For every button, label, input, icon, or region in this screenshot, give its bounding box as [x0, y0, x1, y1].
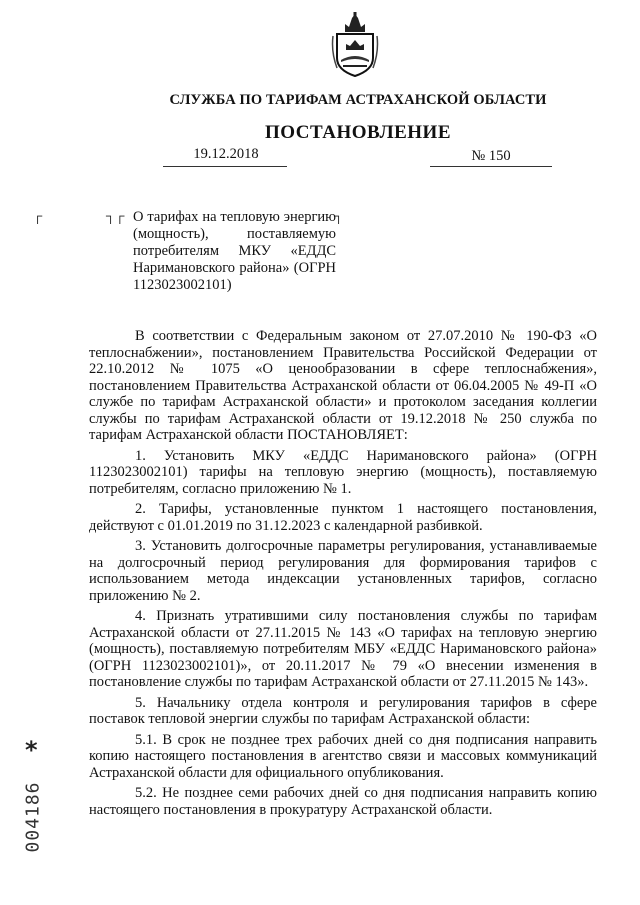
stamp-code: 004186	[22, 781, 44, 853]
subject-close-bracket: ┐	[334, 208, 344, 223]
document-number: № 150	[471, 148, 511, 164]
clause-5-1: 5.1. В срок не позднее трех рабочих дней со дня подписания направить копию настоящего постановления в агентство связи и массовых коммуникаций Астраханской области для официального опубликования.	[89, 731, 597, 781]
document-subject: О тарифах на тепловую энергию (мощность), поставляемую потребителям МКУ «ЕДДС Наримановского района» (ОГРН 1123023002101)	[133, 209, 336, 293]
document-body	[89, 328, 597, 822]
stamp-asterisk: *	[25, 736, 38, 764]
clause-5: 5. Начальнику отдела контроля и регулирования тарифов в сфере поставок тепловой энергии службы по тарифам Астраханской области:	[89, 694, 597, 727]
document-type-title: ПОСТАНОВЛЕНИЕ	[264, 122, 452, 143]
clause-4: 4. Признать утратившими силу постановления службы по тарифам Астраханской области от 27.11.2015 № 143 «О тарифах на тепловую энергию (мощность), поставляемую потребителям МБУ «ЕДДС Наримановского района» (ОГРН 1123023002101)», от 20.11.2017 № 79 «О внесении изменения в постановление службы по тарифам Астраханской области от 27.11.2015 № 143».	[89, 608, 597, 690]
document-date: 19.12.2018	[193, 146, 259, 162]
clause-3: 3. Установить долгосрочные параметры регулирования, устанавливаемые на долгосрочный период регулирования для формирования тарифов с использованием метода индексации установленных тарифов, согласно приложению № 2.	[89, 538, 597, 604]
coat-of-arms-emblem	[331, 12, 379, 80]
clause-1: 1. Установить МКУ «ЕДДС Наримановского района» (ОГРН 1123023002101) тарифы на тепловую энергию (мощность), поставляемую потребителям, согласно приложению № 1.	[89, 447, 597, 497]
clause-5-2: 5.2. Не позднее семи рабочих дней со дня подписания направить копию настоящего постановления в прокуратуру Астраханской области.	[89, 785, 597, 818]
organization-name: СЛУЖБА ПО ТАРИФАМ АСТРАХАНСКОЙ ОБЛАСТИ	[169, 92, 547, 108]
preamble-paragraph: В соответствии с Федеральным законом от 27.07.2010 № 190-ФЗ «О теплоснабжении», постановлением Правительства Российской Федерации от 22.10.2012 № 1075 «О ценообразовании в сфере теплоснабжения», постановлением Правительства Астраханской области от 06.04.2005 № 49-П «О службе по тарифам Астраханской области» и протоколом заседания коллегии службы по тарифам Астраханской области от 19.12.2018 № 250 служба по тарифам Астраханской области ПОСТАНОВЛЯЕТ:	[89, 328, 597, 443]
number-underline	[430, 166, 552, 167]
registration-stamp	[22, 736, 46, 853]
date-underline	[163, 166, 287, 167]
subject-open-bracket: ┐┌	[106, 208, 125, 223]
clause-2: 2. Тарифы, установленные пунктом 1 настоящего постановления, действуют с 01.01.2019 по 31.12.2023 с календарной разбивкой.	[89, 501, 597, 534]
left-margin-corner-mark: ┌	[33, 208, 43, 223]
